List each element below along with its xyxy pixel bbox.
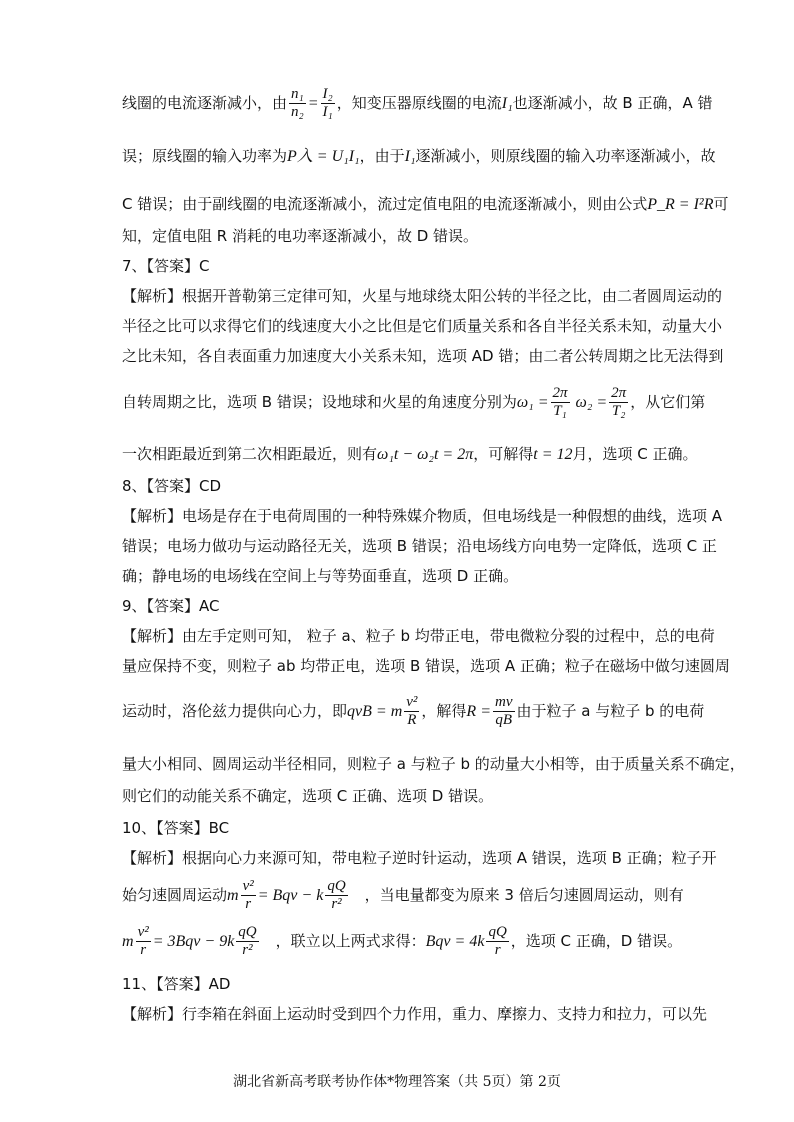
text-run: ，当电量都变为原来 3 倍后匀速圆周运动，则有: [349, 886, 684, 904]
text-line: [122, 1004, 708, 1024]
fraction-denominator: I₁: [322, 104, 333, 120]
text-line: [122, 596, 682, 616]
fraction-numerator: mv: [495, 694, 513, 710]
text-run: C 错误；由于副线圈的电流逐渐减小，流过定值电阻的电流逐渐减小，则由公式: [122, 195, 648, 213]
math-fraction: [551, 385, 570, 420]
text-run: 量应保持不变，则粒子 ab 均带正电，选项 B 错误，选项 A 正确；粒子在磁场中做匀速圆周: [122, 657, 730, 675]
page-footer: 湖北省新高考联考协作体*物理答案（共 5页）第 2页: [233, 1074, 561, 1090]
text-run: 11、【答案】AD: [122, 975, 231, 993]
text-line: [122, 256, 682, 276]
text-run: 【解析】电场是存在于电荷周围的一种特殊媒介物质，但电场线是一种假想的曲线，选项 A: [122, 507, 723, 525]
text-run: ，选项 C 正确，D 错误。: [510, 932, 683, 950]
math-expression: m: [122, 933, 134, 950]
fraction-denominator: R: [407, 712, 417, 728]
fraction-denominator: qB: [495, 712, 513, 728]
text-run: 9、【答案】AC: [122, 597, 220, 615]
math-expression: I₁: [501, 95, 513, 112]
text-run: ，从它们第: [630, 393, 706, 411]
fraction-numerator: I₂: [322, 86, 333, 102]
text-run: 误；原线圈的输入功率为: [122, 147, 288, 165]
text-line: [122, 848, 717, 868]
text-line: [122, 626, 715, 646]
text-run: ，解得: [421, 702, 467, 720]
text-run: 月，选项 C 正确。: [572, 445, 698, 463]
math-expression: ω₁t − ω₂t = 2π: [377, 446, 474, 463]
text-line: [122, 476, 682, 496]
math-expression: P入 = U₁I₁: [287, 148, 360, 165]
text-run: 运动时，洛伦兹力提供向心力，即: [122, 702, 348, 720]
math-expression: = 3Bqv − 9k: [152, 933, 235, 950]
text-line: [122, 878, 682, 913]
text-run: 8、【答案】CD: [122, 477, 222, 495]
text-run: ，由于: [359, 147, 405, 165]
text-run: 量大小相同、圆周运动半径相同，则粒子 a 与粒子 b 的动量大小相等，由于质量关系不确定，: [122, 755, 745, 773]
text-run: 【解析】行李箱在斜面上运动时受到四个力作用，重力、摩擦力、支持力和拉力，可以先: [122, 1005, 708, 1023]
fraction-denominator: r²: [242, 942, 253, 958]
text-run: ，联立以上两式求得：: [260, 932, 426, 950]
text-line: [122, 286, 723, 306]
text-run: 【解析】根据向心力来源可知，带电粒子逆时针运动，选项 A 错误，选项 B 正确；粒子开: [122, 849, 717, 867]
math-expression: ω₁ =: [516, 394, 549, 411]
text-line: [122, 506, 723, 526]
math-expression: =: [307, 95, 319, 112]
fraction-denominator: r²: [331, 896, 342, 912]
math-expression: R =: [466, 703, 491, 720]
fraction-numerator: v²: [137, 924, 149, 940]
text-run: 始匀速圆周运动: [122, 886, 228, 904]
math-fraction: [493, 694, 515, 729]
text-line: [122, 226, 682, 246]
text-run: 知，定值电阻 R 消耗的电功率逐渐减小，故 D 错误。: [122, 227, 479, 245]
math-fraction: [136, 924, 151, 959]
math-expression: ω₂ =: [571, 394, 608, 411]
fraction-denominator: n₂: [291, 104, 304, 120]
text-line: [122, 754, 745, 774]
fraction-numerator: qQ: [238, 924, 257, 940]
text-run: 也逐渐减小，故 B 正确，A 错: [512, 94, 713, 112]
math-expression: qvB = m: [347, 703, 403, 720]
fraction-denominator: r: [494, 942, 501, 958]
text-run: 之比未知，各自表面重力加速度大小关系未知，选项 AD 错；由二者公转周期之比无法得到: [122, 347, 724, 365]
text-line: [122, 444, 698, 465]
fraction-numerator: qQ: [327, 878, 346, 894]
math-fraction: [321, 86, 335, 121]
text-run: 10、【答案】BC: [122, 819, 230, 837]
text-run: 则它们的动能关系不确定，选项 C 正确、选项 D 错误。: [122, 787, 494, 805]
text-line: [122, 818, 682, 838]
math-fraction: [404, 694, 419, 729]
math-expression: t = 12: [533, 446, 573, 463]
text-line: [122, 86, 713, 121]
text-line: [122, 924, 682, 959]
text-run: 【解析】由左手定则可知， 粒子 a、粒子 b 均带正电，带电微粒分裂的过程中，总的电荷: [122, 627, 715, 645]
math-expression: Bqv = 4k: [425, 933, 485, 950]
text-line: [122, 346, 724, 366]
math-fraction: [241, 878, 256, 913]
text-line: [122, 194, 729, 215]
fraction-numerator: 2π: [611, 385, 627, 401]
math-fraction: [289, 86, 306, 121]
text-line: [122, 536, 717, 556]
text-line: [122, 316, 723, 336]
text-run: 【解析】根据开普勒第三定律可知，火星与地球绕太阳公转的半径之比，由二者圆周运动的: [122, 287, 723, 305]
text-run: 确；静电场的电场线在空间上与等势面垂直，选项 D 正确。: [122, 567, 519, 585]
math-fraction: [236, 924, 258, 959]
text-line: [122, 385, 706, 420]
fraction-denominator: r: [140, 942, 147, 958]
text-line: [122, 566, 682, 586]
text-run: 线圈的电流逐渐减小，由: [122, 94, 288, 112]
text-line: [122, 146, 716, 167]
math-expression: I₁: [404, 148, 416, 165]
fraction-numerator: v²: [242, 878, 254, 894]
text-run: 一次相距最近到第二次相距最近，则有: [122, 445, 378, 463]
fraction-numerator: n₁: [291, 86, 304, 102]
text-line: [122, 694, 705, 729]
fraction-denominator: T₂: [611, 403, 626, 419]
math-expression: m: [227, 887, 239, 904]
math-fraction: [609, 385, 628, 420]
text-line: [122, 786, 682, 806]
text-run: 由于粒子 a 与粒子 b 的电荷: [516, 702, 705, 720]
text-run: 错误；电场力做功与运动路径无关，选项 B 错误；沿电场线方向电势一定降低，选项 C 正: [122, 537, 717, 555]
text-run: 自转周期之比，选项 B 错误；设地球和火星的角速度分别为: [122, 393, 517, 411]
text-run: 逐渐减小，则原线圈的输入功率逐渐减小，故: [415, 147, 716, 165]
text-run: ，可解得: [473, 445, 534, 463]
fraction-denominator: r: [245, 896, 252, 912]
math-expression: P_R = I²R: [647, 196, 714, 213]
math-fraction: [486, 924, 508, 959]
fraction-numerator: qQ: [488, 924, 507, 940]
fraction-numerator: v²: [406, 694, 418, 710]
math-fraction: [325, 878, 347, 913]
text-run: ，知变压器原线圈的电流: [336, 94, 502, 112]
text-line: [122, 656, 730, 676]
math-expression: = Bqv − k: [257, 887, 324, 904]
text-run: 7、【答案】C: [122, 257, 210, 275]
fraction-denominator: T₁: [553, 403, 567, 419]
text-run: 可: [713, 195, 729, 213]
fraction-numerator: 2π: [552, 385, 568, 401]
text-line: [122, 974, 682, 994]
text-run: 半径之比可以求得它们的线速度大小之比但是它们质量关系和各自半径关系未知，动量大小: [122, 317, 723, 335]
